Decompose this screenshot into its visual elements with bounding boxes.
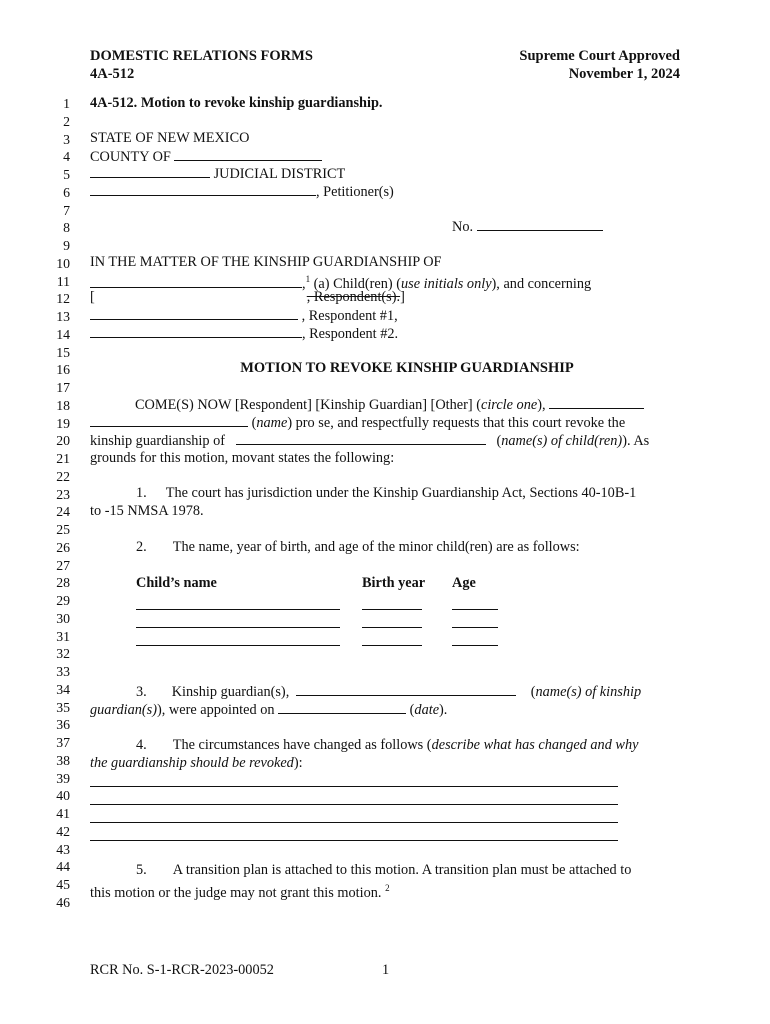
form-number-label: 4A-512 bbox=[90, 66, 135, 82]
struck-respondent-label: , Respondent(s). bbox=[306, 289, 401, 305]
intro-line-2: (name) pro se, and respectfully requests that this court revoke the bbox=[90, 414, 680, 433]
line-number: 34 bbox=[56, 681, 70, 697]
petitioner-label: , Petitioner(s) bbox=[316, 184, 394, 200]
movant-name-blank-1[interactable] bbox=[549, 396, 644, 409]
line-number: 12 bbox=[56, 291, 70, 307]
respondent-2-blank[interactable] bbox=[90, 325, 302, 338]
bracket-close: ] bbox=[400, 289, 405, 305]
child-label: (a) Child(ren) ( bbox=[313, 276, 401, 292]
item-1-number: 1. bbox=[136, 485, 147, 501]
matter-heading: IN THE MATTER OF THE KINSHIP GUARDIANSHIP OF bbox=[90, 254, 442, 270]
item-1 bbox=[90, 485, 680, 503]
state-line: STATE OF NEW MEXICO bbox=[90, 130, 250, 146]
line-number: 22 bbox=[56, 468, 70, 484]
child-name-blank[interactable] bbox=[136, 645, 340, 646]
appointed-text: ), were appointed on bbox=[156, 702, 275, 718]
kinship-of-text: kinship guardianship of bbox=[90, 433, 226, 449]
appointment-date-blank[interactable] bbox=[278, 701, 406, 714]
birth-year-blank[interactable] bbox=[362, 645, 422, 646]
line-number: 16 bbox=[56, 362, 70, 378]
circumstances-line[interactable] bbox=[90, 804, 618, 805]
child-initials-blank[interactable] bbox=[90, 275, 302, 288]
line-number: 11 bbox=[56, 273, 70, 289]
item-4-hint-cont: the guardianship should be revoked bbox=[90, 755, 294, 771]
line-number: 21 bbox=[56, 451, 70, 466]
age-blank[interactable] bbox=[452, 627, 498, 628]
line-number: 25 bbox=[56, 522, 70, 537]
line-number: 20 bbox=[56, 433, 70, 449]
circumstances-line[interactable] bbox=[90, 822, 618, 823]
line-number: 45 bbox=[56, 877, 70, 892]
case-number-line bbox=[452, 218, 603, 237]
line-number: 4 bbox=[63, 149, 70, 165]
line-number: 40 bbox=[56, 788, 70, 804]
movant-name-blank-2[interactable] bbox=[90, 414, 248, 427]
footnote-ref-2: 2 bbox=[385, 883, 390, 893]
line-number: 3 bbox=[63, 131, 70, 147]
item-4-end: ): bbox=[293, 755, 303, 771]
item-3-text: Kinship guardian(s), bbox=[171, 684, 290, 700]
line-number: 1 bbox=[63, 96, 70, 111]
line-number: 13 bbox=[56, 309, 70, 324]
case-number-blank[interactable] bbox=[477, 218, 603, 231]
line-number: 6 bbox=[63, 184, 70, 200]
line-number: 29 bbox=[56, 593, 70, 608]
comes-now-text: COME(S) NOW [Respondent] [Kinship Guardian] [Other] ( bbox=[135, 397, 481, 413]
line-number: 17 bbox=[56, 380, 70, 395]
item-5-text: A transition plan is attached to this motion. A transition plan must be attached to bbox=[172, 862, 632, 878]
line-number: 19 bbox=[56, 415, 70, 431]
item-5-cont-text: this motion or the judge may not grant this motion. bbox=[90, 885, 382, 901]
line-number: 18 bbox=[56, 397, 70, 413]
footnote-ref-1: 1 bbox=[305, 274, 311, 284]
line-number: 8 bbox=[63, 220, 70, 236]
form-title: 4A-512. Motion to revoke kinship guardianship. bbox=[90, 95, 383, 111]
district-label: JUDICIAL DISTRICT bbox=[213, 166, 346, 182]
respondent-1-blank[interactable] bbox=[90, 307, 298, 320]
line-number: 38 bbox=[56, 752, 70, 768]
line-number: 44 bbox=[56, 859, 70, 875]
line-number: 27 bbox=[56, 557, 70, 573]
children-names-hint: name(s) of child(ren) bbox=[501, 433, 623, 449]
grounds-line: grounds for this motion, movant states the following: bbox=[90, 450, 395, 466]
line-number: 5 bbox=[63, 167, 70, 182]
petitioner-blank[interactable] bbox=[90, 183, 316, 196]
item-3-continued: guardian(s)), were appointed on (date). bbox=[90, 702, 448, 718]
line-number: 23 bbox=[56, 486, 70, 502]
district-line bbox=[90, 165, 680, 184]
line-number: 33 bbox=[56, 664, 70, 679]
line-number: 43 bbox=[56, 841, 70, 857]
table-header-child-name: Child’s name bbox=[136, 575, 217, 591]
respondents-struck-line bbox=[90, 289, 680, 307]
item-1-text: The court has jurisdiction under the Kinship Guardianship Act, Sections 40-10B-1 bbox=[165, 485, 637, 501]
line-number: 35 bbox=[56, 699, 70, 715]
guardian-names-hint: name(s) of kinship bbox=[535, 684, 642, 700]
line-number: 30 bbox=[56, 610, 70, 626]
item-3: 3. Kinship guardian(s), (name(s) of kinship bbox=[136, 684, 642, 700]
child-comma: , bbox=[302, 276, 306, 292]
item-5-continued bbox=[90, 880, 680, 903]
line-number: 39 bbox=[56, 770, 70, 786]
child-name-blank[interactable] bbox=[136, 627, 340, 628]
line-number: 42 bbox=[56, 823, 70, 839]
county-blank[interactable] bbox=[174, 148, 322, 161]
item-1-continued: to -15 NMSA 1978. bbox=[90, 503, 204, 519]
line-number: 41 bbox=[56, 806, 70, 821]
table-header-birth-year: Birth year bbox=[362, 575, 426, 591]
line-number: 24 bbox=[56, 504, 70, 520]
birth-year-blank[interactable] bbox=[362, 609, 422, 610]
child-initials-hint: use initials only bbox=[401, 276, 492, 292]
struck-respondent bbox=[95, 289, 400, 305]
item-5-number: 5. bbox=[136, 862, 147, 878]
item-5 bbox=[90, 862, 680, 880]
age-blank[interactable] bbox=[452, 609, 498, 610]
birth-year-blank[interactable] bbox=[362, 627, 422, 628]
line-number: 28 bbox=[56, 575, 70, 591]
item-2-number: 2. bbox=[136, 539, 147, 555]
line-number: 32 bbox=[56, 646, 70, 662]
pro-se-text: ) pro se, and respectfully requests that this court revoke the bbox=[287, 415, 626, 431]
after-circle: ), bbox=[537, 397, 546, 413]
child-name-blank[interactable] bbox=[136, 609, 340, 610]
line-number: 46 bbox=[56, 894, 70, 910]
guardian-hint-cont: guardian(s) bbox=[90, 702, 157, 718]
line-number: 15 bbox=[56, 344, 70, 360]
item-2 bbox=[90, 539, 680, 557]
motion-title: MOTION TO REVOKE KINSHIP GUARDIANSHIP bbox=[240, 360, 574, 376]
children-names-blank[interactable] bbox=[236, 432, 486, 445]
child-label-end: ), and concerning bbox=[491, 276, 592, 292]
struck-blank bbox=[95, 289, 307, 301]
item-3-number: 3. bbox=[136, 684, 147, 700]
line-number: 14 bbox=[56, 326, 70, 342]
line-number: 36 bbox=[56, 717, 70, 733]
respondent-2-line bbox=[90, 325, 680, 344]
circle-one-hint: circle one bbox=[480, 397, 538, 413]
county-label: COUNTY OF bbox=[90, 149, 171, 165]
item-4 bbox=[90, 737, 680, 755]
circumstances-line[interactable] bbox=[90, 840, 618, 841]
line-number: 9 bbox=[63, 238, 70, 253]
guardian-names-blank[interactable] bbox=[296, 683, 516, 696]
approval-date: November 1, 2024 bbox=[568, 66, 680, 82]
approval-label: Supreme Court Approved bbox=[519, 48, 680, 64]
page-number: 1 bbox=[382, 962, 390, 978]
intro-line-1 bbox=[90, 396, 680, 415]
line-number: 2 bbox=[63, 113, 70, 129]
line-number: 26 bbox=[56, 539, 70, 555]
age-blank[interactable] bbox=[452, 645, 498, 646]
item-4-hint: describe what has changed and why bbox=[431, 737, 639, 753]
item-4-number: 4. bbox=[136, 737, 147, 753]
line-number: 31 bbox=[56, 628, 70, 644]
item-4-continued bbox=[90, 755, 680, 773]
intro-line-3: kinship guardianship of (name(s) of child(ren)). As bbox=[90, 433, 650, 449]
line-number: 7 bbox=[63, 202, 70, 218]
line-number: 37 bbox=[56, 735, 70, 750]
case-number-label: No. bbox=[452, 219, 474, 235]
item-2-text: The name, year of birth, and age of the minor child(ren) are as follows: bbox=[172, 539, 580, 555]
line-number: 10 bbox=[56, 255, 70, 271]
petitioner-line bbox=[90, 183, 680, 202]
bracket-open: [ bbox=[90, 289, 95, 305]
respondent-1-line bbox=[90, 307, 680, 326]
district-blank[interactable] bbox=[90, 165, 210, 178]
item-4-text: The circumstances have changed as follows ( bbox=[172, 737, 432, 753]
circumstances-line[interactable] bbox=[90, 786, 618, 787]
table-header-age: Age bbox=[452, 575, 476, 591]
as-text: ). As bbox=[622, 433, 650, 449]
respondent-1-label: , Respondent #1, bbox=[301, 308, 398, 324]
form-series-label: DOMESTIC RELATIONS FORMS bbox=[90, 48, 313, 64]
respondent-2-label: , Respondent #2. bbox=[302, 326, 399, 342]
date-hint: date bbox=[414, 702, 440, 718]
county-line bbox=[90, 148, 680, 167]
name-hint: name bbox=[256, 415, 288, 431]
rcr-number: RCR No. S-1-RCR-2023-00052 bbox=[90, 962, 274, 978]
